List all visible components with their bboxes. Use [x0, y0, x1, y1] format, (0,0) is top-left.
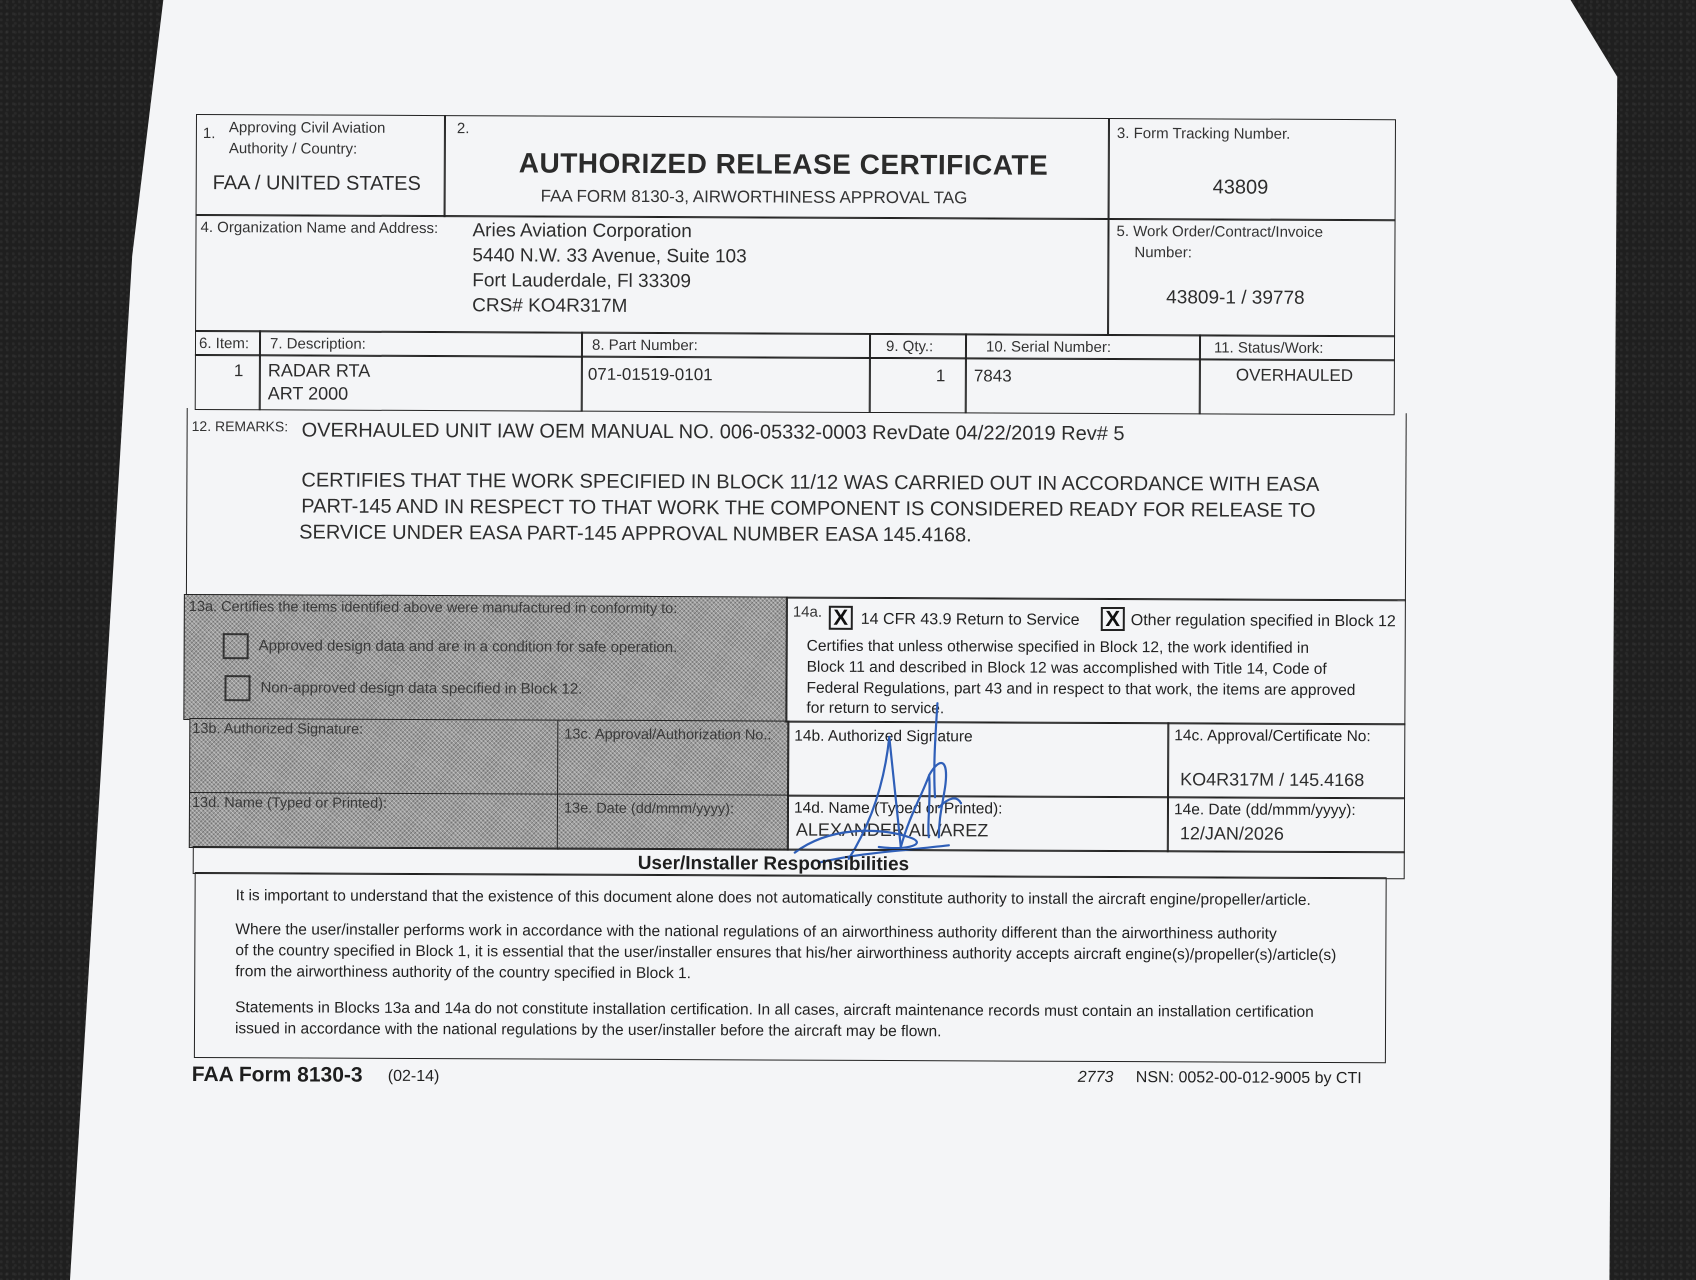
- approved-design-data-label: Approved design data and are in a condition for safe operation.: [258, 637, 678, 657]
- header-serial-number: 10. Serial Number:: [965, 333, 1201, 360]
- responsibilities-p2-line2: of the country specified in Block 1, it is essential that the user/installer ensures that his/her airworthiness authority accepts aircraft engine(s)/propeller(s)/article(s): [235, 942, 1337, 964]
- block-13d: 13d. Name (Typed or Printed):: [189, 792, 559, 850]
- block-14b-label: 14b. Authorized Signature: [794, 727, 973, 746]
- item-description-cell: [259, 354, 583, 411]
- header-part-number: 8. Part Number:: [581, 332, 871, 359]
- approval-certificate-number: KO4R317M / 145.4168: [1180, 769, 1365, 791]
- block-4: [195, 214, 1110, 336]
- block-13e: 13e. Date (dd/mmm/yyyy):: [557, 794, 789, 851]
- header-item: 6. Item:: [195, 330, 261, 356]
- non-approved-design-data-label: Non-approved design data specified in Block 12.: [260, 679, 583, 698]
- block-12-label: 12. REMARKS:: [191, 417, 289, 435]
- item-qty-cell: 1: [869, 357, 967, 413]
- non-approved-design-data-checkbox[interactable]: [224, 675, 250, 701]
- work-order-number: 43809-1 / 39778: [1166, 287, 1305, 309]
- header-status-work: 11. Status/Work:: [1199, 334, 1395, 361]
- block-5-label-line1: 5. Work Order/Contract/Invoice: [1116, 223, 1323, 241]
- block-14a-text-line3: Federal Regulations, part 43 and in respect to that work, the items are approved: [806, 679, 1356, 700]
- description-line2: ART 2000: [267, 383, 349, 404]
- item-number-cell: 1: [195, 354, 261, 410]
- footer-form-revision: (02-14): [387, 1067, 440, 1086]
- block-5: [1107, 218, 1396, 337]
- block-3-label: 3. Form Tracking Number.: [1116, 125, 1291, 143]
- block-14c-label: 14c. Approval/Certificate No:: [1174, 727, 1371, 746]
- certification-line1: CERTIFIES THAT THE WORK SPECIFIED IN BLOCK 11/12 WAS CARRIED OUT IN ACCORDANCE WITH EASA: [301, 469, 1320, 496]
- block-13a-label: 13a. Certifies the items identified above were manufactured in conformity to:: [188, 598, 678, 618]
- block-14a: 14a. X 14 CFR 43.9 Return to Service X Other regulation specified in Block 12 Certifies that unless otherwise specified in Block 12, the work identified in Block 11 and described in Block 12 was accomplished with Title 14, Code of Federal Regulations, part 43 and in respect to that work, the items are approved for return to service.: [785, 597, 1406, 726]
- block-1-label-line1: Approving Civil Aviation: [228, 119, 386, 137]
- responsibilities-p2-line3: from the airworthiness authority of the country specified in Block 1.: [235, 963, 692, 983]
- header-description: 7. Description:: [259, 330, 583, 357]
- approved-design-data-checkbox[interactable]: [223, 633, 249, 659]
- block-5-label-line2: Number:: [1134, 244, 1192, 262]
- responsibilities-title: User/Installer Responsibilities: [637, 852, 910, 876]
- release-date: 12/JAN/2026: [1179, 823, 1284, 844]
- form-subtitle: FAA FORM 8130-3, AIRWORTHINESS APPROVAL TAG: [540, 186, 968, 208]
- responsibilities-box: [194, 872, 1387, 1063]
- form-8130-3: [188, 114, 1508, 1184]
- block-2: [444, 115, 1110, 220]
- responsibilities-p2-line1: Where the user/installer performs work in accordance with the national regulations of an airworthiness authority different than the airworthiness authority: [235, 921, 1277, 943]
- responsibilities-p1: It is important to understand that the existence of this document alone does not automatically constitute authority to install the aircraft engine/propeller/article.: [235, 887, 1311, 909]
- block-1-label-line2: Authority / Country:: [228, 140, 358, 158]
- other-regulation-label: Other regulation specified in Block 12: [1130, 612, 1396, 631]
- block-1-number: 1.: [202, 125, 216, 143]
- item-part-number-cell: 071-01519-0101: [581, 356, 871, 413]
- return-to-service-checkbox[interactable]: X: [829, 606, 853, 630]
- header-qty: 9. Qty.:: [869, 333, 967, 359]
- block-4-label: 4. Organization Name and Address:: [200, 219, 439, 238]
- organization-address-city: Fort Lauderdale, Fl 33309: [472, 270, 691, 293]
- block-14e: [1167, 796, 1405, 853]
- block-14d-label: 14d. Name (Typed or Printed):: [793, 799, 1003, 818]
- block-14a-text-line1: Certifies that unless otherwise specified in Block 12, the work identified in: [806, 637, 1310, 657]
- handwritten-signature: [789, 677, 990, 868]
- block-14a-text-line2: Block 11 and described in Block 12 was accomplished with Title 14, Code of: [806, 658, 1327, 678]
- description-line1: RADAR RTA: [267, 360, 371, 381]
- block-3: [1108, 118, 1396, 221]
- block-14a-text-line4: for return to service.: [806, 699, 945, 718]
- remarks-text: OVERHAULED UNIT IAW OEM MANUAL NO. 006-05332-0003 RevDate 04/22/2019 Rev# 5: [301, 419, 1125, 446]
- block-13c: 13c. Approval/Authorization No.:: [557, 720, 789, 797]
- footer-nsn: NSN: 0052-00-012-9005 by CTI: [1135, 1069, 1362, 1088]
- organization-crs-number: CRS# KO4R317M: [472, 295, 628, 317]
- approving-authority-value: FAA / UNITED STATES: [212, 172, 421, 195]
- block-1: [196, 114, 446, 217]
- block-12-remarks: [186, 408, 1407, 601]
- footer-number: 2773: [1077, 1068, 1114, 1087]
- organization-name: Aries Aviation Corporation: [472, 220, 692, 243]
- responsibilities-p3-line1: Statements in Blocks 13a and 14a do not constitute installation certification. In all cases, aircraft maintenance records must contain an installation certification: [235, 999, 1314, 1021]
- block-13a: [183, 594, 788, 723]
- item-status-cell: OVERHAULED: [1199, 358, 1395, 415]
- organization-address-street: 5440 N.W. 33 Avenue, Suite 103: [472, 245, 747, 268]
- certification-line2: PART-145 AND IN RESPECT TO THAT WORK THE COMPONENT IS CONSIDERED READY FOR RELEASE TO: [301, 495, 1316, 522]
- certification-line3: SERVICE UNDER EASA PART-145 APPROVAL NUMBER EASA 145.4168.: [299, 521, 972, 547]
- block-13b: 13b. Authorized Signature:: [189, 718, 559, 796]
- signer-name: ALEXANDER ALVAREZ: [795, 819, 989, 841]
- item-serial-number-cell: 7843: [965, 357, 1201, 414]
- form-title: AUTHORIZED RELEASE CERTIFICATE: [518, 147, 1049, 181]
- block-2-number: 2.: [456, 120, 470, 138]
- other-regulation-checkbox[interactable]: X: [1101, 607, 1125, 631]
- form-tracking-number: 43809: [1212, 176, 1269, 199]
- block-14c: [1167, 722, 1405, 799]
- block-14e-label: 14e. Date (dd/mmm/yyyy):: [1173, 801, 1356, 820]
- responsibilities-p3-line2: issued in accordance with the national regulations by the user/installer before the aircraft may be flown.: [234, 1020, 942, 1041]
- return-to-service-label: 14 CFR 43.9 Return to Service: [860, 610, 1080, 629]
- footer-form-name: FAA Form 8130-3: [191, 1062, 363, 1087]
